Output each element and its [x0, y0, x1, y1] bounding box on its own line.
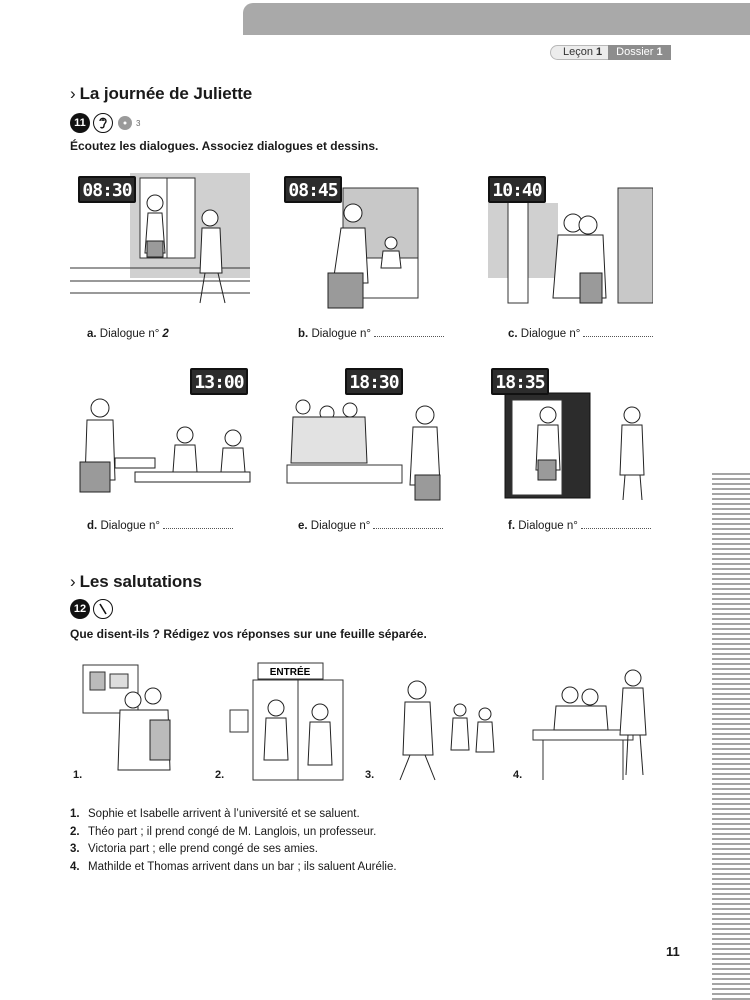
instruction-ex11: Écoutez les dialogues. Associez dialogues et dessins. [70, 139, 379, 153]
answer-a: 2 [162, 328, 169, 340]
exercise-number: 11 [70, 113, 90, 133]
picture-3 [375, 670, 505, 785]
section-title-salutations: › Les salutations [70, 572, 202, 591]
list-item: 1. Sophie et Isabelle arrivent à l’université et se saluent. [70, 808, 360, 820]
instruction-ex12: Que disent-ils ? Rédigez vos réponses sur une feuille séparée. [70, 627, 427, 641]
cd-icon [118, 116, 132, 130]
clock-c: 10:40 [488, 176, 546, 203]
picture-number-4: 4. [513, 769, 523, 781]
picture-number-3: 3. [365, 769, 375, 781]
cd-track: 3 [136, 118, 141, 128]
answer-blank-d[interactable] [163, 521, 233, 529]
side-stripe-decoration [712, 473, 750, 1000]
clock-d: 13:00 [190, 368, 248, 395]
dialogue-c: c. Dialogue n° [508, 328, 653, 340]
picture-number-1: 1. [73, 769, 83, 781]
page-number: 11 [666, 944, 680, 959]
dossier-label: Dossier 1 [608, 45, 670, 60]
clock-a: 08:30 [78, 176, 136, 203]
picture-number-2: 2. [215, 769, 225, 781]
clock-e: 18:30 [345, 368, 403, 395]
dialogue-e: e. Dialogue n° [298, 520, 443, 532]
entree-sign: ENTRÉE [269, 667, 311, 678]
list-item: 3. Victoria part ; elle prend congé de ses amies. [70, 843, 318, 856]
picture-2 [228, 660, 353, 785]
answer-blank-b[interactable] [374, 329, 444, 337]
ear-icon [93, 113, 113, 133]
sentence-list [70, 806, 397, 876]
clock-f: 18:35 [491, 368, 549, 395]
section-title-journee: › La journée de Juliette [70, 84, 253, 103]
chevron-right-icon: › [70, 572, 76, 591]
list-item: 4. Mathilde et Thomas arrivent dans un bar ; ils saluent Aurélie. [70, 860, 397, 873]
exercise-11-icons [70, 113, 140, 133]
scene-d [75, 380, 255, 505]
pencil-icon [93, 599, 113, 619]
answer-blank-e[interactable] [373, 521, 443, 529]
answer-blank-f[interactable] [581, 521, 651, 529]
picture-4 [528, 660, 668, 785]
chevron-right-icon: › [70, 84, 76, 103]
scene-f [490, 385, 655, 505]
dialogue-d: d. Dialogue n° [87, 520, 233, 532]
exercise-number: 12 [70, 599, 90, 619]
scene-e [285, 385, 450, 505]
list-item: 2. Théo part ; il prend congé de M. Langlois, un professeur. [70, 825, 377, 838]
lesson-tab [550, 45, 671, 60]
dialogue-f: f. Dialogue n° [508, 520, 651, 532]
lecon-label: Leçon 1 [550, 45, 608, 60]
header-band [243, 3, 750, 35]
dialogue-a: a. Dialogue n° 2 [87, 328, 169, 340]
dialogue-b: b. Dialogue n° [298, 328, 444, 340]
clock-b: 08:45 [284, 176, 342, 203]
picture-1 [78, 660, 198, 780]
answer-blank-c[interactable] [583, 329, 653, 337]
exercise-12-icons [70, 599, 113, 619]
